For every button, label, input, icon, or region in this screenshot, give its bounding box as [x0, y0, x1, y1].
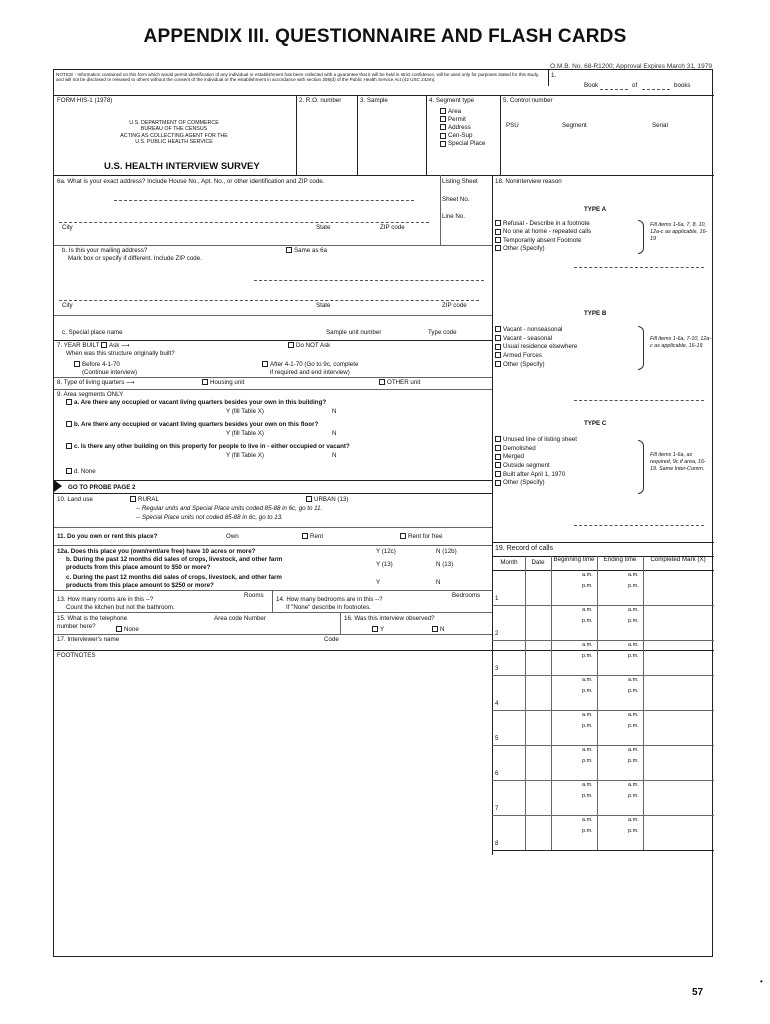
q6c-type: Type code [428, 329, 457, 336]
q13-label: 13. How many rooms are in this --? [57, 596, 154, 603]
type-a-options[interactable]: Refusal - Describe in a footnote No one at home - repeated calls Temporarily absent Footnote Other (Specify) [495, 220, 591, 253]
end-pm[interactable]: p.m. [628, 758, 639, 764]
notice-text: NOTICE - Information contained on this form which would permit identification of any individual or establishment has been collected with a guarantee that it will be held in strict confidence, will be used only for purposes stated for this study, and will not be disclosed or released to others without the consent of the individual or the establishment in accordance with section 308(d) of the Public Health Service Act (42 USC 242m). [56, 72, 540, 83]
listing-sheet-box: Listing Sheet Sheet No. Line No. [442, 178, 478, 221]
begin-pm[interactable]: p.m. [582, 653, 593, 659]
q18-label: 18. Noninterview reason [495, 178, 562, 185]
q8-housing[interactable]: Housing unit [202, 379, 244, 387]
q6c-unit: Sample unit number [326, 329, 382, 336]
type-b-note: Fill items 1-6a, 7-10, 12a-c as applicable, 16-19 [650, 336, 712, 349]
box1-of: of [632, 82, 638, 89]
type-b-options[interactable]: Vacant - nonseasonal Vacant - seasonal Usual residence elsewhere Armed Forces Other (Specify) [495, 326, 577, 369]
q12c-label: c. During the past 12 months did sales of crops, livestock, and other farm products from this place amount to $250 or more? [66, 574, 282, 589]
q8-label: 8. Type of living quarters ⟶ [57, 379, 135, 386]
type-c-title: TYPE C [584, 420, 607, 427]
q12b-n[interactable]: N (13) [436, 561, 454, 568]
call-row-number: 7 [495, 805, 499, 812]
call-row-number: 5 [495, 735, 499, 742]
q11-free[interactable]: Rent for free [400, 533, 442, 541]
end-am[interactable]: a.m. [628, 572, 639, 578]
q12a-y[interactable]: Y (12c) [376, 548, 396, 555]
begin-pm[interactable]: p.m. [582, 758, 593, 764]
begin-am[interactable]: a.m. [582, 572, 593, 578]
q13-sub: Count the kitchen but not the bathroom. [66, 604, 175, 611]
box4-label: 4. Segment type [429, 97, 475, 104]
end-pm[interactable]: p.m. [628, 723, 639, 729]
q16-n[interactable]: N [432, 626, 444, 634]
q12c-y[interactable]: Y [376, 579, 381, 586]
omb-number: O.M.B. No. 68-R1200; Approval Expires March 31, 1979 [550, 63, 712, 70]
q12a-label: 12a. Does this place you (own/rent/are free) have 10 acres or more? [57, 548, 256, 555]
q6c-label: c. Special place name [62, 329, 123, 336]
questionnaire-form [53, 69, 713, 957]
end-am[interactable]: a.m. [628, 782, 639, 788]
q6a-zip: ZIP code [380, 224, 405, 231]
q6a-label: 6a. What is your exact address? Include House No., Apt. No., or other identification and ZIP code. [57, 178, 325, 185]
q15-none[interactable]: None [116, 626, 139, 634]
q6a-city: City [62, 224, 73, 231]
footnotes-label[interactable]: FOOTNOTES [57, 652, 96, 659]
q9c-n[interactable]: N [332, 452, 337, 459]
begin-am[interactable]: a.m. [582, 642, 593, 648]
q9b-n[interactable]: N [332, 430, 337, 437]
q9d[interactable]: d. None [66, 468, 96, 476]
type-c-options[interactable]: Unused line of listing sheet Demolished Merged Outside segment Built after April 1, 1970 Other (Specify) [495, 436, 577, 488]
end-pm[interactable]: p.m. [628, 583, 639, 589]
q15-label: 15. What is the telephone number here? [57, 615, 128, 630]
call-row-number: 3 [495, 665, 499, 672]
q17-label: 17. Interviewer's name [57, 636, 120, 643]
q9c: c. Is there any other building on this property for people to live in - either occupied or vacant? [66, 443, 350, 451]
q9a-y[interactable]: Y (fill Table X) [226, 408, 264, 415]
q14-bedrooms: Bedrooms [452, 592, 481, 599]
begin-am[interactable]: a.m. [582, 677, 593, 683]
page-number: 57 [692, 987, 704, 998]
begin-pm[interactable]: p.m. [582, 793, 593, 799]
end-am[interactable]: a.m. [628, 712, 639, 718]
q6b-label: b. Is this your mailing address? [62, 247, 148, 254]
begin-pm[interactable]: p.m. [582, 828, 593, 834]
q17-code: Code [324, 636, 339, 643]
q6b-sub: Mark box or specify if different. Include ZIP code. [68, 255, 202, 262]
psu-label: PSU [506, 122, 519, 129]
end-am[interactable]: a.m. [628, 642, 639, 648]
q12b-y[interactable]: Y (13) [376, 561, 393, 568]
q10-label: 10. Land use [57, 496, 93, 503]
q7-before[interactable]: Before 4-1-70 (Continue interview) [74, 361, 137, 377]
begin-am[interactable]: a.m. [582, 712, 593, 718]
q10-urban[interactable]: URBAN (13) [306, 496, 348, 504]
begin-pm[interactable]: p.m. [582, 688, 593, 694]
q13-rooms: Rooms [244, 592, 264, 599]
box5-label: 5. Control number [503, 97, 553, 104]
col-end: Ending time [603, 556, 637, 563]
q9c-y[interactable]: Y (fill Table X) [226, 452, 264, 459]
type-a-title: TYPE A [584, 206, 607, 213]
end-pm[interactable]: p.m. [628, 793, 639, 799]
q8-other[interactable]: OTHER unit [379, 379, 420, 387]
begin-am[interactable]: a.m. [582, 607, 593, 613]
q19-label: 19. Record of calls [495, 545, 553, 552]
q15-area: Area code Number [214, 615, 266, 622]
end-am[interactable]: a.m. [628, 607, 639, 613]
q7-after[interactable]: After 4-1-70 (Go to 9c, complete if required and end interview) [262, 361, 358, 377]
begin-pm[interactable]: p.m. [582, 583, 593, 589]
call-row-number: 6 [495, 770, 499, 777]
box3-label: 3. Sample [360, 97, 388, 104]
probe-instruction: GO TO PROBE PAGE 2 [68, 484, 136, 491]
segment-type-options[interactable]: Area Permit Address Cen-Sup Special Place [440, 108, 486, 148]
probe-arrow-icon [54, 480, 62, 492]
begin-am[interactable]: a.m. [582, 782, 593, 788]
type-b-title: TYPE B [584, 310, 607, 317]
q14-label: 14. How many bedrooms are in this --? [276, 596, 383, 603]
q12b-label: b. During the past 12 months did sales of crops, livestock, and other farm products from this place amount to $50 or more? [66, 556, 283, 571]
q10-note2: -- Special Place units not coded 85-88 in 6c, go to 13. [136, 514, 283, 521]
q12c-n[interactable]: N [436, 579, 441, 586]
q11-own[interactable]: Own [226, 533, 239, 540]
box1-books: books [674, 82, 691, 89]
q7-question: When was this structure originally built? [66, 350, 175, 357]
end-am[interactable]: a.m. [628, 817, 639, 823]
q9b-y[interactable]: Y (fill Table X) [226, 430, 264, 437]
col-completed: Completed Mark (X) [650, 556, 706, 563]
q9a-n[interactable]: N [332, 408, 337, 415]
begin-pm[interactable]: p.m. [582, 723, 593, 729]
survey-title: U.S. HEALTH INTERVIEW SURVEY [104, 161, 260, 172]
call-row-number: 8 [495, 840, 499, 847]
begin-am[interactable]: a.m. [582, 817, 593, 823]
col-begin: Beginning time [553, 556, 595, 563]
serial-label: Serial [652, 122, 668, 129]
end-pm[interactable]: p.m. [628, 653, 639, 659]
begin-am[interactable]: a.m. [582, 747, 593, 753]
q6b-same[interactable]: Same as 6a [286, 247, 327, 255]
call-row-number: 4 [495, 700, 499, 707]
type-a-note: Fill items 1-6a, 7, 8, 10, 12a-c as applicable, 16-19 [650, 222, 708, 242]
q12a-n[interactable]: N (12b) [436, 548, 457, 555]
q6a-state: State [316, 224, 331, 231]
q16-label: 16. Was this interview observed? [344, 615, 435, 622]
q9a: a. Are there any occupied or vacant living quarters besides your own in this building? [66, 399, 326, 407]
q14-sub: If "None" describe in footnotes. [286, 604, 371, 611]
segment-label: Segment [562, 122, 587, 129]
q11-label: 11. Do you own or rent this place? [57, 533, 158, 540]
q7-not-ask[interactable]: Do NOT Ask [288, 342, 330, 350]
page-title: APPENDIX III. QUESTIONNAIRE AND FLASH CARDS [143, 26, 627, 47]
end-pm[interactable]: p.m. [628, 688, 639, 694]
end-pm[interactable]: p.m. [628, 828, 639, 834]
end-pm[interactable]: p.m. [628, 618, 639, 624]
end-am[interactable]: a.m. [628, 747, 639, 753]
q7-label: 7. YEAR BUILT Ask ⟶ [57, 342, 130, 349]
q9-label: 9. Area segments ONLY [57, 391, 124, 398]
box1-num: 1. [551, 72, 557, 79]
col-date: Date [531, 559, 545, 566]
q10-rural[interactable]: RURAL [130, 496, 159, 504]
q9b: b. Are there any occupied or vacant living quarters besides your own on this floor? [66, 421, 318, 429]
q10-note1: -- Regular units and Special Place units coded 85-88 in 6c, go to 11. [136, 505, 323, 512]
q16-y[interactable]: Y [372, 626, 384, 634]
box1-book: Book [584, 82, 599, 89]
q11-rent[interactable]: Rent [302, 533, 323, 541]
begin-pm[interactable]: p.m. [582, 618, 593, 624]
call-row-number: 1 [495, 595, 499, 602]
q6b-city: City [62, 302, 73, 309]
call-row-number: 2 [495, 630, 499, 637]
form-number: FORM HIS-1 (1978) [57, 97, 113, 104]
q6b-zip: ZIP code [442, 302, 467, 309]
type-c-note: Fill items 1-6a, as required, 9c if area, 16-19. Same Inter-Comm. [650, 452, 706, 472]
box2-label: 2. R.O. number [299, 97, 342, 104]
col-month: Month [500, 559, 518, 566]
q6b-state: State [316, 302, 331, 309]
end-am[interactable]: a.m. [628, 677, 639, 683]
agency-block: U.S. DEPARTMENT OF COMMERCE BUREAU OF THE CENSUS ACTING AS COLLECTING AGENT FOR THE U.S. PUBLIC HEALTH SERVICE [120, 120, 228, 146]
